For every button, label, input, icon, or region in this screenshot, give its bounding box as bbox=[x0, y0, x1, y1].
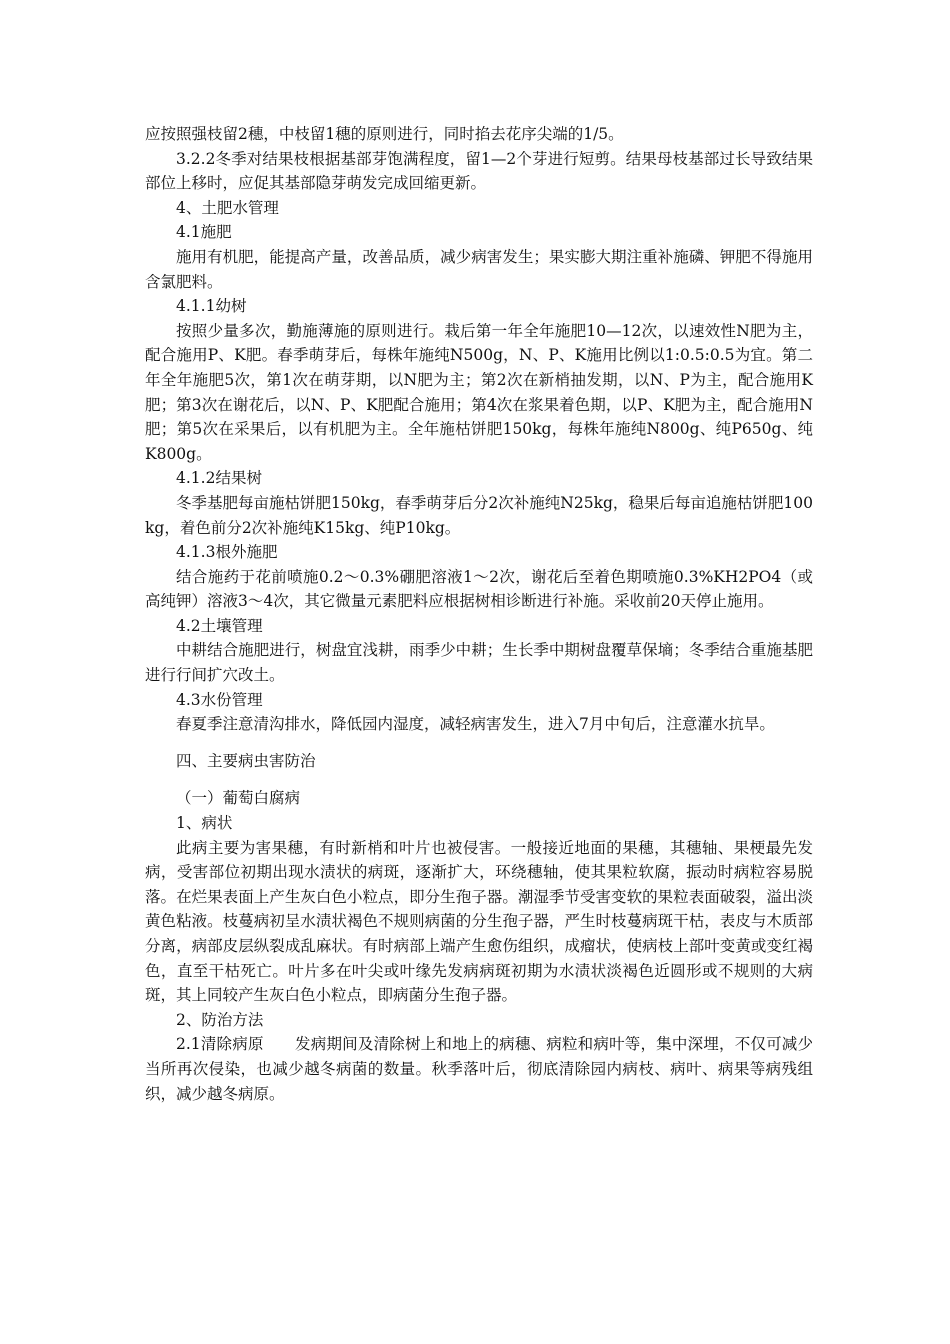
subsection-heading: 4.1.2结果树 bbox=[176, 469, 262, 488]
paragraph: 此病主要为害果穗，有时新梢和叶片也被侵害。一般接近地面的果穗，其穗轴、果梗最先发病，受害部位初期出现水渍状的病斑，逐渐扩大，环绕穗轴，使其果粒软腐，振动时病粒容易脱落。在烂果表面上产生灰白色小粒点，即分生孢子器。潮湿季节受害变软的果粒表面破裂，溢出淡黄色粘液。枝蔓病初呈水渍状褐色不规则病菌的分生孢子器，严生时枝蔓病斑干枯，表皮与木质部分离，病部皮层纵裂成乱麻状。有时病部上端产生愈伤组织，成瘤状，使病枝上部叶变黄或变红褐色，直至干枯死亡。叶片多在叶尖或叶缘先发病病斑初期为水渍状淡褐色近圆形或不规则的大病斑，其上同较产生灰白色小粒点，即病菌分生孢子器。 bbox=[145, 838, 813, 1005]
subsection-heading: 4.2土壤管理 bbox=[176, 616, 263, 635]
paragraph: 按照少量多次，勤施薄施的原则进行。栽后第一年全年施肥10—12次，以速效性N肥为主，配合施用P、K肥。春季萌芽后，每株年施纯N500g，N、P、K施用比例以1:0.5:0.5为宜。第二年全年施肥5次，第1次在萌芽期，以N肥为主；第2次在新梢抽发期，以N、P为主，配合施用K肥；第3次在谢花后，以N、P、K肥配合施用；第4次在浆果着色期，以P、K肥为主，配合施用N肥；第5次在采果后，以有机肥为主。全年施枯饼肥150kg，每株年施纯N800g、纯P650g、纯K800g。 bbox=[145, 321, 813, 463]
paragraph: 中耕结合施肥进行，树盘宜浅耕，雨季少中耕；生长季中期树盘覆草保墒；冬季结合重施基肥进行行间扩穴改土。 bbox=[145, 641, 813, 685]
chapter-heading: 四、主要病虫害防治 bbox=[176, 751, 316, 770]
subsection-heading: 1、病状 bbox=[176, 814, 233, 833]
subsection-heading: 4.1施肥 bbox=[176, 223, 232, 242]
spacer bbox=[145, 773, 813, 786]
section-heading: 4、土肥水管理 bbox=[176, 198, 279, 217]
subsection-heading: 4.3水份管理 bbox=[176, 690, 263, 709]
paragraph: 春夏季注意清沟排水，降低园内湿度，减轻病害发生，进入7月中旬后，注意灌水抗旱。 bbox=[176, 715, 775, 734]
paragraph: 结合施药于花前喷施0.2～0.3%硼肥溶液1～2次，谢花后至着色期喷施0.3%KH2PO4（或高纯钾）溶液3～4次，其它微量元素肥料应根据树相诊断进行补施。采收前20天停止施用。 bbox=[145, 567, 813, 611]
paragraph: 应按照强枝留2穗，中枝留1穗的原则进行，同时掐去花序尖端的1/5。 bbox=[145, 125, 624, 143]
paragraph: 3.2.2冬季对结果枝根据基部芽饱满程度，留1—2个芽进行短剪。结果母枝基部过长导致结果部位上移时，应促其基部隐芽萌发完成回缩更新。 bbox=[145, 149, 813, 193]
paragraph: 2.1清除病原 发病期间及清除树上和地上的病穗、病粒和病叶等，集中深埋，不仅可减少当所再次侵染，也减少越冬病菌的数量。秋季落叶后，彻底清除园内病枝、病叶、病果等病残组织，减少越冬病原。 bbox=[145, 1035, 813, 1103]
section-heading: （一）葡萄白腐病 bbox=[176, 789, 301, 808]
spacer bbox=[145, 737, 813, 749]
paragraph: 施用有机肥，能提高产量，改善品质，减少病害发生；果实膨大期注重补施磷、钾肥不得施用含氯肥料。 bbox=[145, 247, 813, 291]
subsection-heading: 4.1.3根外施肥 bbox=[176, 543, 278, 562]
paragraph: 冬季基肥每亩施枯饼肥150kg，春季萌芽后分2次补施纯N25kg，稳果后每亩追施枯饼肥100kg，着色前分2次补施纯K15kg、纯P10kg。 bbox=[145, 493, 813, 537]
document-page bbox=[145, 122, 813, 1106]
subsection-heading: 2、防治方法 bbox=[176, 1010, 264, 1029]
subsection-heading: 4.1.1幼树 bbox=[176, 297, 247, 316]
